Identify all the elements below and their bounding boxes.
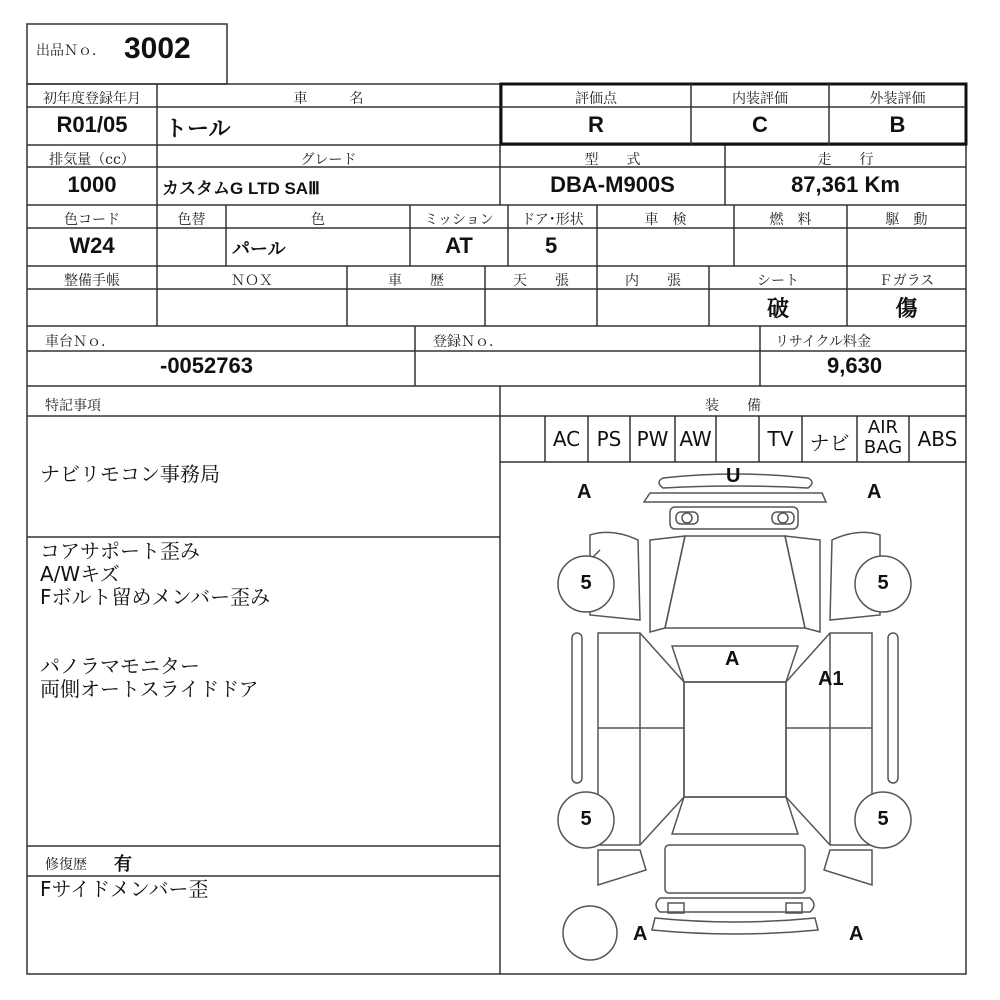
mark-fl-wheel: 5 <box>580 572 592 594</box>
displacement-label: 排気量（cc） <box>49 152 135 168</box>
score-label: 評価点 <box>575 91 617 107</box>
inner-trim-label: 内 張 <box>625 273 681 289</box>
notes-top-line: ナビリモコン事務局 <box>40 462 220 486</box>
equipment-label: 装 備 <box>705 398 761 414</box>
grade-label: グレード <box>300 152 357 168</box>
roof-lining-label: 天 張 <box>513 273 569 289</box>
front-glass-label: Ｆガラス <box>878 273 935 289</box>
model-value: DBA-M900S <box>550 172 675 197</box>
repair-history-label: 修復歴 <box>45 857 87 873</box>
car-name-label: 車 名 <box>293 91 364 107</box>
interior-label: 内装評価 <box>732 91 788 107</box>
repair-history-value: 有 <box>114 854 132 875</box>
color-label: 色 <box>311 212 325 228</box>
chassis-no-value: -0052763 <box>160 353 253 378</box>
registration-no-label: 登録Ｎｏ． <box>433 334 503 350</box>
equipment-airbag: AIR BAG <box>863 417 903 458</box>
color-code-value: W24 <box>69 233 115 258</box>
drive-label: 駆 動 <box>885 212 928 228</box>
nox-label: ＮＯＸ <box>231 273 273 289</box>
notes-line: 両側オートスライドドア <box>40 677 259 701</box>
car-name-value: トール <box>165 116 231 141</box>
inspection-label: 車 検 <box>644 212 687 228</box>
mark-fr-wheel: 5 <box>877 572 889 594</box>
notes-line: コアサポート歪み <box>40 539 200 563</box>
notes-line: パノラマモニター <box>40 654 200 678</box>
recolor-label: 色替 <box>177 212 206 228</box>
mark-front-center: U <box>726 465 741 487</box>
equipment-abs: ABS <box>917 427 958 451</box>
chassis-no-label: 車台Ｎｏ． <box>45 334 115 350</box>
color-value: パール <box>232 239 286 260</box>
model-label: 型 式 <box>584 152 641 168</box>
mark-rear-right: A <box>849 923 864 945</box>
exterior-label: 外装評価 <box>869 91 926 107</box>
notes-label: 特記事項 <box>45 398 101 414</box>
reg-date-value: R01/05 <box>56 112 128 137</box>
mark-roof: A <box>725 648 740 670</box>
maintenance-book-label: 整備手帳 <box>64 273 120 289</box>
notes-line: A/Wキズ <box>40 562 120 586</box>
score-value: R <box>588 112 604 137</box>
equipment-navi: ナビ <box>809 431 850 455</box>
recycle-fee-value: 9,630 <box>827 353 883 378</box>
mark-rear-left: A <box>633 923 648 945</box>
door-label: ドア･形状 <box>521 212 584 228</box>
mark-right-side: A1 <box>818 668 844 690</box>
notes-line: Fボルト留めメンバー歪み <box>40 585 271 609</box>
color-code-label: 色コード <box>64 212 120 228</box>
displacement-value: 1000 <box>67 172 117 197</box>
door-value: 5 <box>545 233 558 258</box>
equipment-aw: AW <box>679 427 712 451</box>
repair-note: Fサイドメンバー歪 <box>40 877 209 901</box>
mark-front-right: A <box>867 481 882 503</box>
mileage-value: 87,361 Km <box>791 172 900 197</box>
reg-date-label: 初年度登録年月 <box>43 91 141 107</box>
interior-value: C <box>752 112 768 137</box>
mileage-label: 走 行 <box>817 152 874 168</box>
grade-value: カスタムG LTD SAⅢ <box>162 179 320 198</box>
recycle-fee-label: リサイクル料金 <box>775 334 872 350</box>
mark-rl-wheel: 5 <box>580 808 592 830</box>
equipment-pw: PW <box>636 427 669 451</box>
mission-label: ミッション <box>424 212 494 228</box>
front-glass-value: 傷 <box>895 297 918 322</box>
exterior-value: B <box>889 112 906 137</box>
equipment-ac: AC <box>552 427 581 451</box>
mark-front-left: A <box>577 481 592 503</box>
fuel-label: 燃 料 <box>769 212 812 228</box>
mark-rr-wheel: 5 <box>877 808 889 830</box>
lot-number: 3002 <box>124 32 191 65</box>
seat-label: シート <box>757 273 799 289</box>
equipment-ps: PS <box>596 427 622 451</box>
history-label: 車 歴 <box>388 273 444 289</box>
seat-value: 破 <box>766 297 789 322</box>
lot-label: 出品Ｎｏ． <box>36 43 106 59</box>
equipment-tv: TV <box>767 427 794 451</box>
mission-value: AT <box>445 233 473 258</box>
